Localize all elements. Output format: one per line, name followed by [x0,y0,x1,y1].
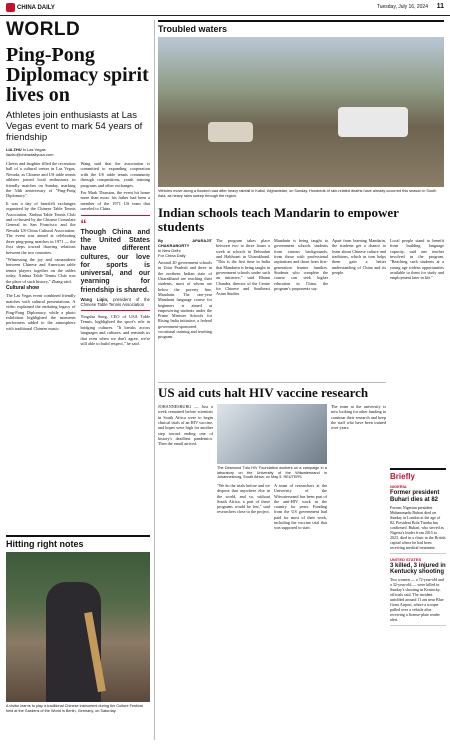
paragraph: Mandarin is being taught to government schools students from various backgrounds, from those with professional aspirations and those from first-generation learner families. Students who complete the course can seek higher education in China, the program's proponents say. [274,238,328,291]
paragraph: It was a day of heartfelt exchanges organized by the Chinese Table Tennis Association, Xinhua Table Tennis Club and co-hosted by the Chinese Consulate General in San Francisco and the Nevada US-China Cultural Association. The event was aimed at celebrating three ping-pong matches in 1971 — the first steps toward thawing relations between the two countries. [6,200,76,255]
quote-icon: “ [80,216,87,231]
story-column [274,238,328,378]
quote-name: Wang Liqin, [80,297,109,303]
paragraph: A team of researchers at the University of the Witwatersrand has been part of the anti-HIV work in the country for years. Funding from the US government had paid for most of their work, including the vaccine trial that was supposed to start. [274,482,327,531]
paragraph: Cheers and laughter filled the recreation hall of a cultural center in Las Vegas, Nevada, as Chinese and US table tennis athletes joined local enthusiasts in friendly matches on Sunday, marking the 54th anniversary of "Ping-Pong Diplomacy". [6,161,76,199]
pull-quote [81,215,151,311]
story-column [158,238,212,378]
brief-text: Two women — a 72-year-old and a 32-year-old — were killed in Sunday's shooting in Kentucky, officials said. The incident unfolded around 11 am near Blue Grass Airport, where a trooper pulled over a vehicle after receiving a license-plate reader alert. [390,577,444,623]
quote-source [81,297,151,307]
lead-story [6,45,150,348]
subheading: Cultural show [6,284,40,291]
brief-place: NIGERIA [390,484,407,489]
brief-text: Former Nigerian president Muhammadu Buhari died on Sunday in London at the age of 82, President Bola Tinubu has confirmed. Buhari, who served as Nigeria's leader from 2015 to 2023, died in a clinic in the British capital where he had been receiving medical treatment. [390,504,446,550]
byline-place: in New Delhi [158,248,181,254]
paragraph: Wang said that the association is committed to expanding cooperation with the US table tennis community through competitions, youth training programs and other exchanges. [80,161,150,188]
india-story-body [158,238,444,378]
flood-photo [158,37,444,187]
paragraph: "Witnessing the joy and camaraderie between Chinese and American table tennis players together on the tables today, Xinhua Table Tennis Club was the place of such history," Zhang said. [6,256,76,284]
lab-photo [217,404,327,464]
paragraph: Around 20 government schools in Uttar Pradesh and three in the northern Indian state of Uttarakhand are teaching their students, most of whom are below the poverty line, Mandarin. The one-year Mandarin language course for beginners is aimed at empowering students under the Prime Minister Schools for Rising India initiative, a federal government-sponsored vocational training and teaching program. [158,260,212,340]
photo-feature-title: Hitting right notes [6,535,150,549]
paragraph: The team at the university is now looking for other funding to continue their research and keep the staff who have been trained over years. [331,404,386,431]
paragraph: The program takes place between two to three hours a week at schools in Dehradun and Haldwani in Uttarakhand. "This is the first time in India that Mandarin is being taught in government schools under such an initiative," said Bhanu Chandra, director of the Centre for Chinese and Southeast Asian Studies. [216,238,270,297]
india-headline: Indian schools teach Mandarin to empower students [158,205,399,235]
photo-caption: The Desmond Tutu HIV Foundation workers on a campaign in a laboratory on the University of the Witwatersrand in Johannesburg, South Africa, on May 5. REUTERS [217,466,327,480]
brief-place: UNITED STATES [390,556,422,562]
story-column [332,238,386,378]
paragraph: Local people stand to benefit from building language capacity, said one teacher involved in the program. "Reaching such students at a young age widens opportunities available to them for study and employment later in life." [390,238,444,281]
lead-byline [6,147,150,157]
byline-email[interactable]: liazhu@chinadailyusa.com [6,152,54,157]
india-byline [158,238,212,258]
quote-role: president of the Chinese Table Tennis Association [80,297,151,308]
quote-text: Though China and the United States have different cultures, our love for sports is universal, and our yearning for friendship is shared. [80,228,150,294]
byline-name: LIA ZHU [6,147,22,152]
byline-name: By APARAJIT CHAKRABORTY [158,238,212,249]
section-title: WORLD [6,19,81,40]
paragraph: "We do the trials before and we dispose that anywhere else in the world, and so, without South Africa, a part of these programs would be lost," said researchers close to the project. [217,482,270,515]
paper-name: CHINA DAILY [17,4,55,11]
photo-feature-title: Troubled waters [158,20,444,34]
page-number: 11 [436,3,444,10]
story-column [158,404,213,624]
issue-date: Tuesday, July 16, 2024 [376,4,428,10]
brief-headline: 3 killed, 3 injured in Kentucky shooting [390,562,446,576]
paragraph: JOHANNESBURG — Just a week remained before scientists in South Africa were to begin clinical trials of an HIV vaccine, and hopes were high for another step toward ending one of history's deadliest pandemics. Then the email arrived. [158,404,213,447]
brief-item [390,557,446,627]
brief-item [390,484,446,554]
vehicle [338,107,408,137]
paragraph: Apart from learning Mandarin, the students get a chance to learn about Chinese culture and traditions, which in turn helps them gain a better understanding of China and its people. [332,238,386,275]
paragraph: Yingshu Sung, CEO of USA Table Tennis, highlighted the sport's role in bridging cultures. "It breaks across languages and cultures, and reminds us that even when we don't agree, we're still able to build respect," he said. [80,314,150,347]
lead-headline: Ping-Pong Diplomacy spirit lives on [6,44,149,106]
photo-feature-hitting [6,535,150,727]
story-column [331,404,386,624]
story-column [216,238,270,378]
photo-caption: A visitor learns to play a traditional Chinese instrument during the Culture Festival held at the Gardens of the World in Berlin, Germany, on Saturday. [6,704,143,713]
byline-place: in Las Vegas [22,147,46,152]
byline-paper: For China Daily [158,253,186,259]
paragraph: For Mark Thurston, the event hit home more than most: his father had been a member of the 1971 US team that traveled to China. [80,190,150,212]
briefly-title: Briefly [390,468,446,481]
hiv-headline: US aid cuts halt HIV vaccine research [158,385,369,401]
hiv-story-body [158,404,386,624]
page-header [0,0,450,16]
musician-photo [6,552,150,702]
lead-column-1 [6,161,76,348]
logo-icon [6,3,15,12]
photo-caption: Vehicles move along a flooded road after heavy rainfall in Kabul, Afghanistan, on Sunday. Hundreds of rain-related deaths have already occurred this season in South Asia, as heavy rains sweep through the region. [158,189,437,198]
lead-column-2 [81,161,151,348]
story-column [390,238,444,378]
vehicle [208,122,253,142]
briefly-box [390,468,446,626]
hiv-story [158,382,386,624]
paragraph: The Las Vegas event combined friendly matches with cultural presentations. A video explained the enduring legacy of Ping-Pong Diplomacy, while a photo exhibition highlighted the moments performers added to the atmosphere with traditional Chinese music. [6,293,76,331]
story-column [217,404,327,624]
lead-subhead: Athletes join enthusiasts at Las Vegas event to mark 54 years of friendship [6,110,143,143]
column-divider [154,20,155,740]
brief-headline: Former president Buhari dies at 82 [390,490,440,503]
newspaper-logo [6,3,55,12]
